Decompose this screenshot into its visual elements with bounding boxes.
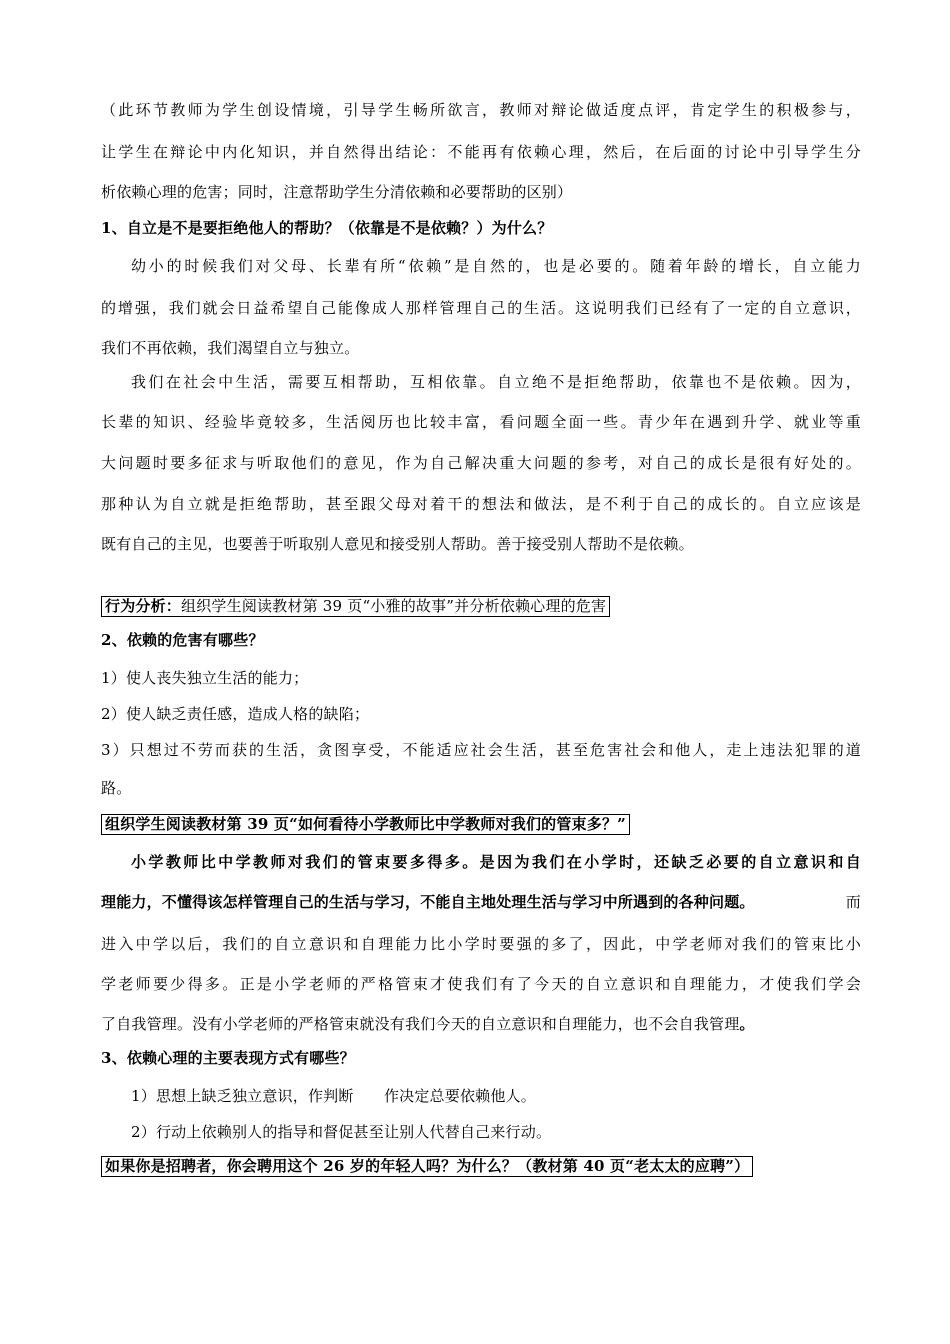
list-item: 1）使人丧失独立生活的能力；	[101, 669, 309, 687]
paragraph-line: 学老师要少得多。正是小学老师的严格管束才使我们有了今天的自立意识和自理能力，才使我们学会	[101, 975, 861, 993]
bold-text: 。	[739, 1015, 755, 1033]
question-2-heading: 2、依赖的危害有哪些？	[101, 631, 264, 649]
paragraph-line: 小学教师比中学教师对我们的管束要多得多。是因为我们在小学时，还缺乏必要的自立意识和自	[131, 853, 861, 871]
recruiter-question-box	[101, 1156, 861, 1177]
question-1-heading: 1、自立是不是要拒绝他人的帮助？（依靠是不是依赖？）为什么？	[101, 219, 553, 237]
question-3-heading: 3、依赖心理的主要表现方式有哪些？	[101, 1049, 355, 1067]
reading-task-box	[101, 814, 861, 835]
plain-text: 了自我管理。没有小学老师的严格管束就没有我们今天的自立意识和自理能力，也不会自我管理	[101, 1015, 740, 1033]
paragraph-line: 长辈的知识、经验毕竟较多，生活阅历也比较丰富，看问题全面一些。青少年在遇到升学、就业等重	[101, 413, 861, 431]
paragraph-line: 那种认为自立就是拒绝帮助，甚至跟父母对着干的想法和做法，是不利于自己的成长的。自立应该是	[101, 495, 861, 513]
paragraph-line: 的增强，我们就会日益希望自己能像成人那样管理自己的生活。这说明我们已经有了一定的自立意识，	[101, 299, 861, 317]
paragraph-line	[101, 1014, 861, 1034]
plain-text: 而	[845, 893, 861, 911]
paragraph-line: 我们不再依赖，我们渴望自立与独立。	[101, 339, 360, 357]
paragraph-line: 既有自己的主见，也要善于听取别人意见和接受别人帮助。善于接受别人帮助不是依赖。	[101, 535, 694, 553]
list-item: 1）思想上缺乏独立意识，作判断 作决定总要依赖他人。	[131, 1087, 536, 1105]
boxed-text: 如果你是招聘者，你会聘用这个 26 岁的年轻人吗？为什么？（教材第 40 页“老太太的应聘”）	[101, 1156, 753, 1177]
paragraph-line: 幼小的时候我们对父母、长辈有所“依赖”是自然的，也是必要的。随着年龄的增长，自立能力	[131, 257, 861, 275]
behavior-analysis-box	[101, 596, 861, 617]
bold-text: 理能力，不懂得该怎样管理自己的生活与学习，不能自主地处理生活与学习中所遇到的各种问题。	[101, 893, 755, 911]
paragraph-line: 我们在社会中生活，需要互相帮助，互相依靠。自立绝不是拒绝帮助，依靠也不是依赖。因为，	[131, 373, 861, 391]
paragraph-line: 进入中学以后，我们的自立意识和自理能力比小学时要强的多了，因此，中学老师对我们的管束比小	[101, 935, 861, 953]
paragraph-line: 大问题时要多征求与听取他们的意见，作为自己解决重大问题的参考，对自己的成长是很有好处的。	[101, 454, 861, 472]
intro-line: 让学生在辩论中内化知识，并自然得出结论：不能再有依赖心理，然后，在后面的讨论中引导学生分	[101, 143, 861, 161]
list-item: 3）只想过不劳而获的生活，贪图享受，不能适应社会生活，甚至危害社会和他人，走上违法犯罪的道	[101, 741, 861, 759]
paragraph-line	[101, 892, 861, 912]
boxed-text	[101, 596, 610, 617]
list-item: 2）行动上依赖别人的指导和督促甚至让别人代替自己来行动。	[131, 1123, 552, 1141]
intro-line: 析依赖心理的危害；同时，注意帮助学生分清依赖和必要帮助的区别）	[101, 183, 573, 201]
box-label: 行为分析：	[105, 597, 182, 615]
list-item: 路。	[101, 779, 132, 797]
list-item: 2）使人缺乏责任感，造成人格的缺陷；	[101, 705, 370, 723]
box-text: 组织学生阅读教材第 39 页“小雅的故事”并分析依赖心理的危害	[181, 597, 607, 615]
intro-line: （此环节教师为学生创设情境，引导学生畅所欲言，教师对辩论做适度点评，肯定学生的积极参与，	[101, 101, 861, 119]
boxed-text: 组织学生阅读教材第 39 页“如何看待小学教师比中学教师对我们的管束多？”	[101, 814, 630, 835]
